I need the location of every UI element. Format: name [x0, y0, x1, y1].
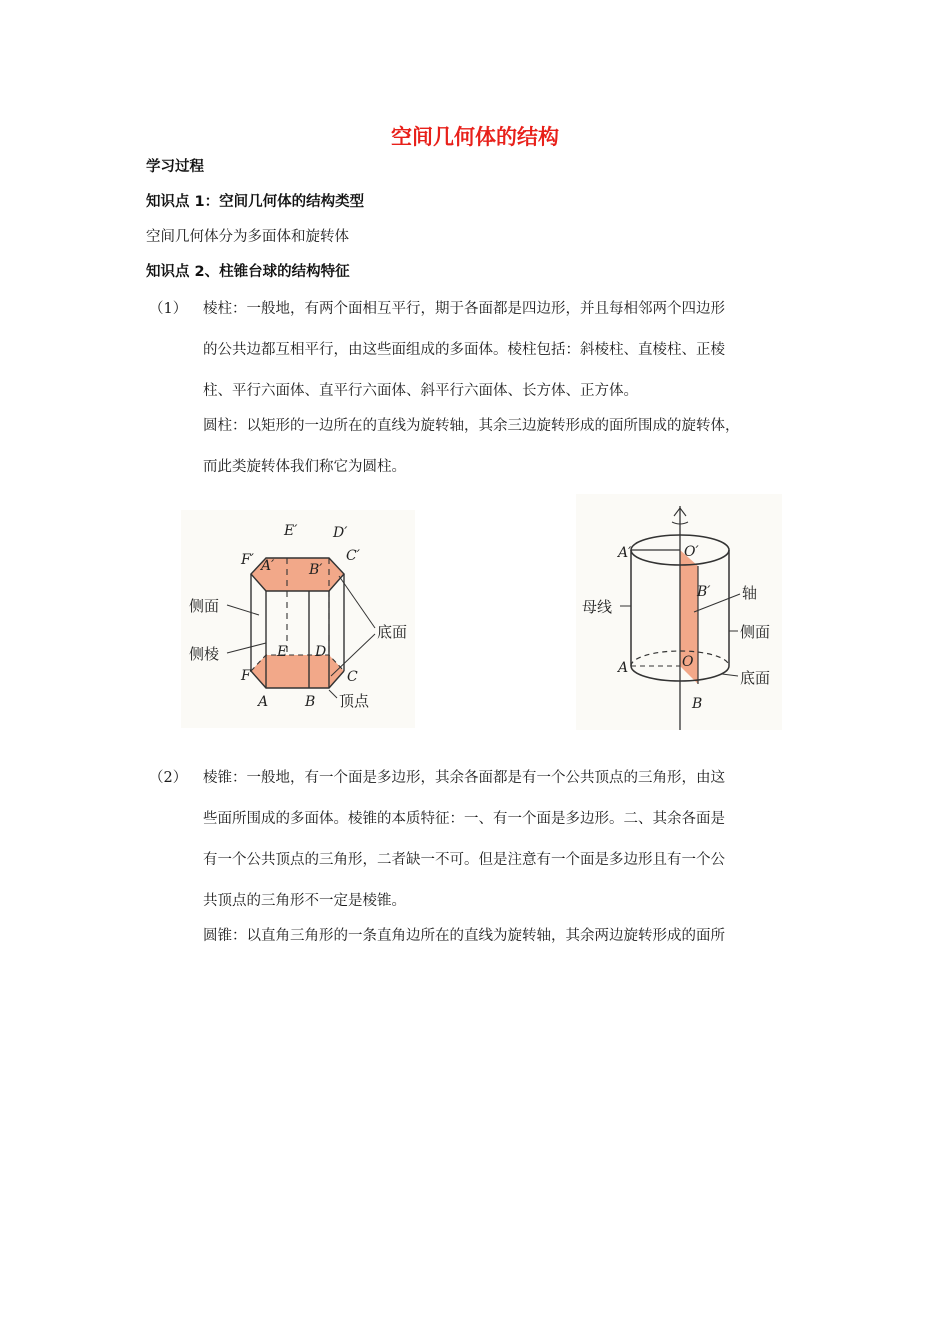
callout-side-face: 侧面 [189, 597, 220, 615]
item2-line: 棱锥：一般地，有一个面是多边形，其余各面都是有一个公共顶点的三角形，由这 [203, 770, 725, 786]
label-F: F [241, 668, 251, 684]
label-A-prime: A′ [618, 545, 632, 561]
label-E-prime: E′ [284, 523, 298, 539]
bottom-face [251, 655, 344, 688]
label-A: A [618, 660, 629, 676]
item1-line: 圆柱：以矩形的一边所在的直线为旋转轴，其余三边旋转形成的面所围成的旋转体， [203, 418, 740, 434]
label-A: A [258, 694, 269, 710]
label-E: E [277, 644, 288, 660]
label-O: O [682, 654, 694, 670]
callout-base: 底面 [377, 623, 408, 641]
item1-line: 而此类旋转体我们称它为圆柱。 [203, 459, 406, 475]
label-C-prime: C′ [346, 548, 360, 564]
label-F-prime: F′ [241, 552, 254, 568]
callout-generatrix: 母线 [582, 598, 613, 616]
callout-lateral-edge: 侧棱 [189, 645, 220, 663]
label-C: C [347, 669, 358, 685]
kp1-heading: 知识点 1：空间几何体的结构类型 [146, 194, 365, 210]
item2-number: （2） [149, 770, 188, 786]
kp1-text: 空间几何体分为多面体和旋转体 [146, 229, 349, 245]
kp2-heading: 知识点 2、柱锥台球的结构特征 [146, 264, 350, 280]
label-B: B [305, 694, 316, 710]
label-A-prime: A′ [261, 558, 275, 574]
item1-line: 柱、平行六面体、直平行六面体、斜平行六面体、长方体、正方体。 [203, 383, 638, 399]
cylinder-figure [576, 494, 782, 730]
label-B-prime: B′ [309, 562, 323, 578]
callout-side-face: 侧面 [740, 623, 771, 641]
label-B-prime: B′ [697, 584, 711, 600]
page-title: 空间几何体的结构 [391, 125, 559, 149]
item1-line: 的公共边都互相平行，由这些面组成的多面体。棱柱包括：斜棱柱、直棱柱、正棱 [203, 342, 725, 358]
item2-line: 有一个公共顶点的三角形，二者缺一不可。但是注意有一个面是多边形且有一个公 [203, 852, 725, 868]
item2-line: 些面所围成的多面体。棱锥的本质特征：一、有一个面是多边形。二、其余各面是 [203, 811, 725, 827]
callout-base: 底面 [740, 669, 771, 687]
label-O-prime: O′ [684, 544, 699, 560]
label-B: B [692, 696, 703, 712]
item1-line: 棱柱：一般地，有两个面相互平行，期于各面都是四边形，并且每相邻两个四边形 [203, 301, 725, 317]
section-heading: 学习过程 [146, 159, 204, 175]
item1-number: （1） [149, 301, 188, 317]
callout-vertex: 顶点 [339, 692, 370, 710]
label-D-prime: D′ [333, 525, 348, 541]
item2-line: 共顶点的三角形不一定是棱锥。 [203, 893, 406, 909]
item2-line: 圆锥：以直角三角形的一条直角边所在的直线为旋转轴，其余两边旋转形成的面所 [203, 928, 725, 944]
callout-axis: 轴 [742, 584, 758, 602]
label-D: D [315, 644, 327, 660]
prism-figure [181, 510, 415, 728]
